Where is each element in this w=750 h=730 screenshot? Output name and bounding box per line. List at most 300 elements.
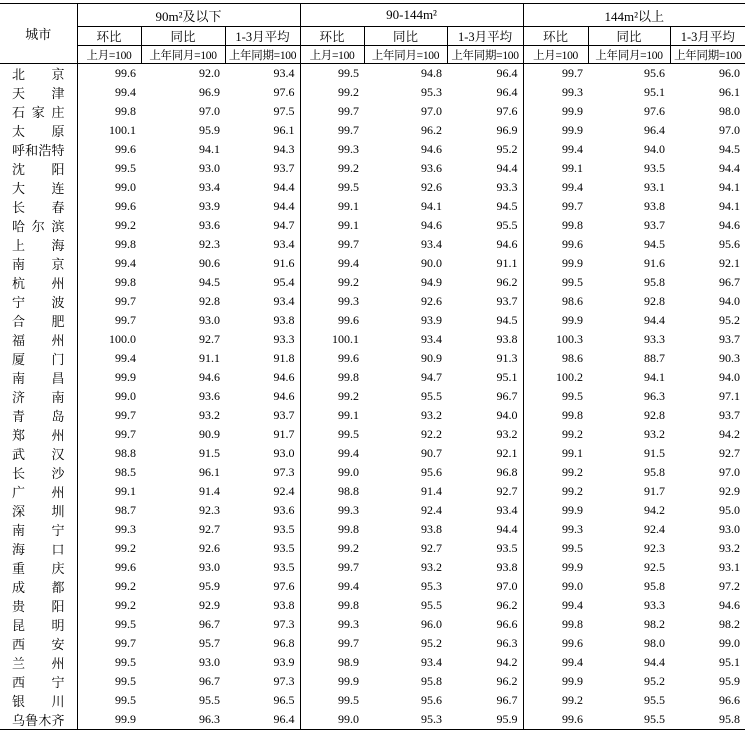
over144-mom-cell: 98.6 (562, 351, 584, 365)
city-name: 西宁 (12, 675, 65, 690)
table-row (0, 216, 745, 235)
city-cell (0, 102, 77, 121)
over144-mom-cell: 99.2 (562, 693, 584, 707)
base-header-last-month: 上月=100 (77, 46, 141, 64)
city-cell (0, 330, 77, 349)
metric-header-mom: 环比 (523, 27, 588, 46)
city-name: 南昌 (12, 371, 65, 386)
90to144-q1-avg-cell: 96.9 (447, 121, 523, 140)
city-cell (0, 558, 77, 577)
over144-mom-cell: 99.8 (562, 408, 584, 422)
over144-mom-cell: 99.5 (562, 389, 584, 403)
90to144-yoy-cell: 93.6 (421, 161, 443, 175)
90to144-mom-cell: 99.5 (338, 693, 360, 707)
90to144-mom-cell: 99.4 (338, 579, 360, 593)
90to144-q1-avg-cell: 97.6 (447, 102, 523, 121)
under90-yoy-cell: 96.7 (199, 674, 220, 688)
under90-mom-cell: 99.6 (115, 560, 136, 574)
90to144-yoy-cell: 93.8 (421, 522, 443, 536)
90to144-q1-avg-cell: 93.7 (447, 292, 523, 311)
under90-q1-avg-cell: 93.4 (225, 235, 300, 254)
under90-yoy-cell: 92.8 (199, 294, 220, 308)
90to144-yoy-cell: 96.2 (421, 123, 443, 137)
90to144-mom-cell: 99.9 (338, 674, 360, 688)
under90-mom-cell: 98.8 (115, 446, 136, 460)
table-row (0, 577, 745, 596)
90to144-mom-cell: 99.2 (338, 161, 360, 175)
90to144-q1-avg-cell: 93.5 (447, 539, 523, 558)
over144-q1-avg-cell: 93.0 (719, 522, 741, 536)
under90-mom-cell: 99.4 (115, 256, 136, 270)
90to144-yoy-cell: 94.1 (421, 199, 443, 213)
over144-q1-avg-cell: 95.8 (719, 712, 741, 726)
under90-mom-cell: 100.0 (109, 332, 136, 346)
under90-q1-avg-cell: 94.4 (225, 178, 300, 197)
90to144-mom-cell: 99.6 (338, 313, 360, 327)
city-cell (0, 539, 77, 558)
under90-q1-avg-cell: 93.4 (225, 64, 300, 84)
over144-q1-avg-cell: 94.0 (719, 294, 741, 308)
over144-mom-cell: 99.3 (562, 85, 584, 99)
metric-header-yoy: 同比 (141, 27, 225, 46)
table-header (0, 4, 745, 64)
under90-yoy-cell: 97.0 (199, 104, 220, 118)
over144-mom-cell: 99.8 (562, 617, 584, 631)
city-cell (0, 444, 77, 463)
90to144-q1-avg-cell: 92.7 (447, 482, 523, 501)
under90-q1-avg-cell: 96.8 (225, 634, 300, 653)
over144-mom-cell: 100.2 (556, 370, 584, 384)
city-name: 北京 (12, 67, 65, 82)
under90-yoy-cell: 93.0 (199, 161, 220, 175)
90to144-yoy-cell: 95.8 (421, 674, 443, 688)
table-row (0, 102, 745, 121)
90to144-yoy-cell: 95.5 (421, 598, 443, 612)
90to144-mom-cell: 99.3 (338, 142, 360, 156)
table-row (0, 311, 745, 330)
under90-mom-cell: 99.3 (115, 522, 136, 536)
90to144-yoy-cell: 92.2 (421, 427, 443, 441)
under90-yoy-cell: 92.7 (199, 522, 220, 536)
over144-q1-avg-cell: 94.6 (719, 598, 741, 612)
90to144-q1-avg-cell: 96.7 (447, 691, 523, 710)
under90-yoy-cell: 95.7 (199, 636, 220, 650)
under90-mom-cell: 99.9 (115, 370, 136, 384)
table-row (0, 558, 745, 577)
metric-header-q1-avg: 1-3月平均 (225, 27, 300, 46)
90to144-yoy-cell: 93.9 (421, 313, 443, 327)
city-cell (0, 634, 77, 653)
city-cell (0, 520, 77, 539)
city-name: 银川 (12, 694, 65, 709)
under90-mom-cell: 99.0 (115, 180, 136, 194)
under90-q1-avg-cell: 93.3 (225, 330, 300, 349)
over144-q1-avg-cell: 97.0 (719, 123, 741, 137)
over144-q1-avg-cell: 94.0 (719, 370, 741, 384)
over144-mom-cell: 99.0 (562, 579, 584, 593)
over144-q1-avg-cell: 95.1 (719, 655, 741, 669)
90to144-mom-cell: 98.9 (338, 655, 360, 669)
over144-mom-cell: 99.2 (562, 427, 584, 441)
over144-yoy-cell: 95.8 (644, 579, 666, 593)
90to144-yoy-cell: 94.6 (421, 218, 443, 232)
city-cell (0, 235, 77, 254)
city-name: 西安 (12, 637, 65, 652)
table-row (0, 596, 745, 615)
table-row (0, 159, 745, 178)
city-cell (0, 254, 77, 273)
over144-mom-cell: 100.3 (556, 332, 584, 346)
90to144-q1-avg-cell: 93.2 (447, 425, 523, 444)
table-row (0, 691, 745, 710)
under90-yoy-cell: 96.3 (199, 712, 220, 726)
city-cell (0, 159, 77, 178)
under90-mom-cell: 99.7 (115, 313, 136, 327)
90to144-mom-cell: 99.2 (338, 389, 360, 403)
over144-q1-avg-cell: 96.0 (719, 66, 741, 80)
city-cell (0, 292, 77, 311)
base-header-same-month-last-year: 上年同月=100 (588, 46, 670, 64)
city-name: 重庆 (12, 561, 65, 576)
over144-mom-cell: 99.2 (562, 484, 584, 498)
90to144-yoy-cell: 94.8 (421, 66, 443, 80)
city-cell (0, 387, 77, 406)
over144-q1-avg-cell: 90.3 (719, 351, 741, 365)
90to144-yoy-cell: 95.3 (421, 85, 443, 99)
city-name: 石家庄 (12, 105, 65, 120)
90to144-yoy-cell: 97.0 (421, 104, 443, 118)
base-header-same-period-last-year: 上年同期=100 (447, 46, 523, 64)
over144-mom-cell: 99.3 (562, 522, 584, 536)
over144-yoy-cell: 92.5 (644, 560, 666, 574)
city-name: 沈阳 (12, 162, 65, 177)
over144-q1-avg-cell: 98.0 (719, 104, 741, 118)
under90-yoy-cell: 96.7 (199, 617, 220, 631)
90to144-yoy-cell: 93.2 (421, 560, 443, 574)
90to144-q1-avg-cell: 96.4 (447, 64, 523, 84)
over144-q1-avg-cell: 93.7 (719, 332, 741, 346)
90to144-q1-avg-cell: 96.6 (447, 615, 523, 634)
city-cell (0, 691, 77, 710)
over144-mom-cell: 99.8 (562, 218, 584, 232)
city-cell (0, 64, 77, 84)
over144-mom-cell: 99.5 (562, 275, 584, 289)
90to144-mom-cell: 99.4 (338, 446, 360, 460)
under90-q1-avg-cell: 96.1 (225, 121, 300, 140)
over144-yoy-cell: 95.5 (644, 712, 666, 726)
90to144-q1-avg-cell: 94.5 (447, 311, 523, 330)
under90-q1-avg-cell: 92.4 (225, 482, 300, 501)
city-name: 乌鲁木齐 (12, 713, 65, 728)
90to144-q1-avg-cell: 96.8 (447, 463, 523, 482)
90to144-yoy-cell: 93.2 (421, 408, 443, 422)
under90-mom-cell: 99.6 (115, 142, 136, 156)
over144-q1-avg-cell: 95.0 (719, 503, 741, 517)
under90-q1-avg-cell: 94.6 (225, 387, 300, 406)
city-cell (0, 482, 77, 501)
90to144-yoy-cell: 94.6 (421, 142, 443, 156)
city-name: 合肥 (12, 314, 65, 329)
90to144-mom-cell: 99.3 (338, 503, 360, 517)
metric-header-q1-avg: 1-3月平均 (447, 27, 523, 46)
table-row (0, 64, 745, 84)
over144-mom-cell: 99.9 (562, 674, 584, 688)
over144-yoy-cell: 96.3 (644, 389, 666, 403)
under90-yoy-cell: 93.0 (199, 655, 220, 669)
over144-mom-cell: 99.6 (562, 237, 584, 251)
90to144-yoy-cell: 95.3 (421, 579, 443, 593)
over144-q1-avg-cell: 94.6 (719, 218, 741, 232)
over144-q1-avg-cell: 98.2 (719, 617, 741, 631)
over144-yoy-cell: 93.1 (644, 180, 666, 194)
table-row (0, 140, 745, 159)
under90-q1-avg-cell: 93.8 (225, 311, 300, 330)
90to144-yoy-cell: 90.9 (421, 351, 443, 365)
header-row-bases (0, 46, 745, 64)
under90-q1-avg-cell: 97.6 (225, 577, 300, 596)
90to144-yoy-cell: 95.5 (421, 389, 443, 403)
base-header-last-month: 上月=100 (523, 46, 588, 64)
over144-yoy-cell: 92.4 (644, 522, 666, 536)
city-cell (0, 577, 77, 596)
under90-yoy-cell: 93.0 (199, 313, 220, 327)
over144-yoy-cell: 95.8 (644, 275, 666, 289)
90to144-mom-cell: 99.8 (338, 370, 360, 384)
over144-yoy-cell: 94.4 (644, 313, 666, 327)
under90-yoy-cell: 91.5 (199, 446, 220, 460)
90to144-mom-cell: 99.2 (338, 541, 360, 555)
under90-q1-avg-cell: 93.7 (225, 159, 300, 178)
under90-q1-avg-cell: 94.4 (225, 197, 300, 216)
under90-yoy-cell: 91.4 (199, 484, 220, 498)
90to144-mom-cell: 99.4 (338, 256, 360, 270)
under90-q1-avg-cell: 93.0 (225, 444, 300, 463)
over144-yoy-cell: 93.7 (644, 218, 666, 232)
under90-q1-avg-cell: 93.9 (225, 653, 300, 672)
metric-header-q1-avg: 1-3月平均 (670, 27, 745, 46)
under90-q1-avg-cell: 93.8 (225, 596, 300, 615)
metric-header-mom: 环比 (300, 27, 364, 46)
city-name: 南宁 (12, 523, 65, 538)
city-name: 海口 (12, 542, 65, 557)
table-body (0, 64, 745, 730)
under90-yoy-cell: 92.3 (199, 237, 220, 251)
under90-q1-avg-cell: 93.4 (225, 292, 300, 311)
90to144-mom-cell: 99.2 (338, 85, 360, 99)
under90-yoy-cell: 90.9 (199, 427, 220, 441)
under90-q1-avg-cell: 93.6 (225, 501, 300, 520)
over144-q1-avg-cell: 95.6 (719, 237, 741, 251)
over144-q1-avg-cell: 96.1 (719, 85, 741, 99)
over144-q1-avg-cell: 96.6 (719, 693, 741, 707)
table-row (0, 425, 745, 444)
over144-mom-cell: 99.6 (562, 636, 584, 650)
city-name: 福州 (12, 333, 65, 348)
90to144-yoy-cell: 92.6 (421, 180, 443, 194)
table-row (0, 406, 745, 425)
90to144-yoy-cell: 94.7 (421, 370, 443, 384)
under90-q1-avg-cell: 93.7 (225, 406, 300, 425)
city-cell (0, 368, 77, 387)
90to144-q1-avg-cell: 94.6 (447, 235, 523, 254)
under90-q1-avg-cell: 91.7 (225, 425, 300, 444)
under90-mom-cell: 99.0 (115, 389, 136, 403)
under90-yoy-cell: 92.6 (199, 541, 220, 555)
city-name: 大连 (12, 181, 65, 196)
over144-mom-cell: 99.2 (562, 465, 584, 479)
over144-yoy-cell: 93.2 (644, 427, 666, 441)
over144-yoy-cell: 91.6 (644, 256, 666, 270)
city-name: 哈尔滨 (12, 219, 65, 234)
table-row (0, 520, 745, 539)
over144-yoy-cell: 95.1 (644, 85, 666, 99)
90to144-q1-avg-cell: 94.5 (447, 197, 523, 216)
under90-yoy-cell: 93.2 (199, 408, 220, 422)
90to144-q1-avg-cell: 96.7 (447, 387, 523, 406)
90to144-q1-avg-cell: 97.0 (447, 577, 523, 596)
under90-q1-avg-cell: 94.6 (225, 368, 300, 387)
under90-q1-avg-cell: 91.6 (225, 254, 300, 273)
under90-mom-cell: 99.8 (115, 275, 136, 289)
90to144-mom-cell: 99.8 (338, 522, 360, 536)
table-row (0, 653, 745, 672)
under90-q1-avg-cell: 96.4 (225, 710, 300, 730)
under90-yoy-cell: 96.1 (199, 465, 220, 479)
group-header-144-and-above: 144m²以上 (523, 4, 745, 27)
90to144-yoy-cell: 91.4 (421, 484, 443, 498)
city-name: 天津 (12, 86, 65, 101)
city-cell (0, 121, 77, 140)
90to144-mom-cell: 99.7 (338, 560, 360, 574)
over144-yoy-cell: 94.0 (644, 142, 666, 156)
over144-yoy-cell: 91.7 (644, 484, 666, 498)
over144-mom-cell: 98.6 (562, 294, 584, 308)
under90-mom-cell: 99.8 (115, 104, 136, 118)
under90-yoy-cell: 92.0 (199, 66, 220, 80)
90to144-yoy-cell: 96.0 (421, 617, 443, 631)
90to144-yoy-cell: 93.4 (421, 332, 443, 346)
city-cell (0, 501, 77, 520)
under90-q1-avg-cell: 97.6 (225, 83, 300, 102)
90to144-q1-avg-cell: 93.3 (447, 178, 523, 197)
90to144-q1-avg-cell: 96.2 (447, 596, 523, 615)
over144-q1-avg-cell: 92.9 (719, 484, 741, 498)
over144-q1-avg-cell: 93.7 (719, 408, 741, 422)
under90-mom-cell: 99.5 (115, 617, 136, 631)
over144-yoy-cell: 88.7 (644, 351, 666, 365)
90to144-mom-cell: 98.8 (338, 484, 360, 498)
under90-yoy-cell: 96.9 (199, 85, 220, 99)
over144-mom-cell: 99.9 (562, 256, 584, 270)
90to144-mom-cell: 100.1 (332, 332, 360, 346)
over144-yoy-cell: 97.6 (644, 104, 666, 118)
over144-q1-avg-cell: 93.1 (719, 560, 741, 574)
city-cell (0, 672, 77, 691)
table-row (0, 710, 745, 730)
90to144-q1-avg-cell: 93.8 (447, 558, 523, 577)
table-row (0, 178, 745, 197)
under90-yoy-cell: 93.6 (199, 389, 220, 403)
city-name: 济南 (12, 390, 65, 405)
90to144-yoy-cell: 95.2 (421, 636, 443, 650)
under90-yoy-cell: 94.1 (199, 142, 220, 156)
city-cell (0, 425, 77, 444)
over144-yoy-cell: 94.5 (644, 237, 666, 251)
over144-yoy-cell: 95.6 (644, 66, 666, 80)
table-row (0, 83, 745, 102)
over144-mom-cell: 99.6 (562, 712, 584, 726)
90to144-mom-cell: 99.1 (338, 199, 360, 213)
city-name: 长沙 (12, 466, 65, 481)
90to144-q1-avg-cell: 96.3 (447, 634, 523, 653)
city-name: 宁波 (12, 295, 65, 310)
city-name: 呼和浩特 (12, 143, 65, 158)
under90-mom-cell: 99.7 (115, 408, 136, 422)
90to144-q1-avg-cell: 95.9 (447, 710, 523, 730)
90to144-q1-avg-cell: 95.2 (447, 140, 523, 159)
table-row (0, 121, 745, 140)
table-row (0, 292, 745, 311)
city-cell (0, 615, 77, 634)
90to144-yoy-cell: 95.6 (421, 693, 443, 707)
under90-mom-cell: 98.5 (115, 465, 136, 479)
under90-q1-avg-cell: 97.3 (225, 463, 300, 482)
city-name: 武汉 (12, 447, 65, 462)
header-row-metrics (0, 27, 745, 46)
table-row (0, 482, 745, 501)
metric-header-yoy: 同比 (364, 27, 447, 46)
over144-mom-cell: 99.7 (562, 66, 584, 80)
90to144-q1-avg-cell: 94.4 (447, 159, 523, 178)
over144-mom-cell: 99.4 (562, 598, 584, 612)
over144-yoy-cell: 94.2 (644, 503, 666, 517)
over144-yoy-cell: 95.8 (644, 465, 666, 479)
city-cell (0, 216, 77, 235)
90to144-q1-avg-cell: 94.4 (447, 520, 523, 539)
city-name: 贵阳 (12, 599, 65, 614)
over144-yoy-cell: 94.4 (644, 655, 666, 669)
over144-mom-cell: 99.9 (562, 104, 584, 118)
city-cell (0, 273, 77, 292)
city-name: 广州 (12, 485, 65, 500)
over144-q1-avg-cell: 99.0 (719, 636, 741, 650)
over144-mom-cell: 99.9 (562, 313, 584, 327)
over144-mom-cell: 99.7 (562, 199, 584, 213)
city-cell (0, 349, 77, 368)
over144-q1-avg-cell: 97.0 (719, 465, 741, 479)
over144-mom-cell: 99.1 (562, 446, 584, 460)
over144-yoy-cell: 93.3 (644, 332, 666, 346)
under90-mom-cell: 99.5 (115, 693, 136, 707)
under90-q1-avg-cell: 95.4 (225, 273, 300, 292)
table-row (0, 672, 745, 691)
metric-header-mom: 环比 (77, 27, 141, 46)
over144-yoy-cell: 95.5 (644, 693, 666, 707)
over144-q1-avg-cell: 97.1 (719, 389, 741, 403)
table-row (0, 501, 745, 520)
over144-mom-cell: 99.9 (562, 503, 584, 517)
90to144-q1-avg-cell: 93.4 (447, 501, 523, 520)
under90-mom-cell: 99.5 (115, 161, 136, 175)
90to144-yoy-cell: 95.3 (421, 712, 443, 726)
90to144-q1-avg-cell: 92.1 (447, 444, 523, 463)
over144-yoy-cell: 92.8 (644, 294, 666, 308)
table-row (0, 368, 745, 387)
base-header-same-period-last-year: 上年同期=100 (670, 46, 745, 64)
over144-q1-avg-cell: 94.4 (719, 161, 741, 175)
city-cell (0, 178, 77, 197)
90to144-yoy-cell: 92.6 (421, 294, 443, 308)
